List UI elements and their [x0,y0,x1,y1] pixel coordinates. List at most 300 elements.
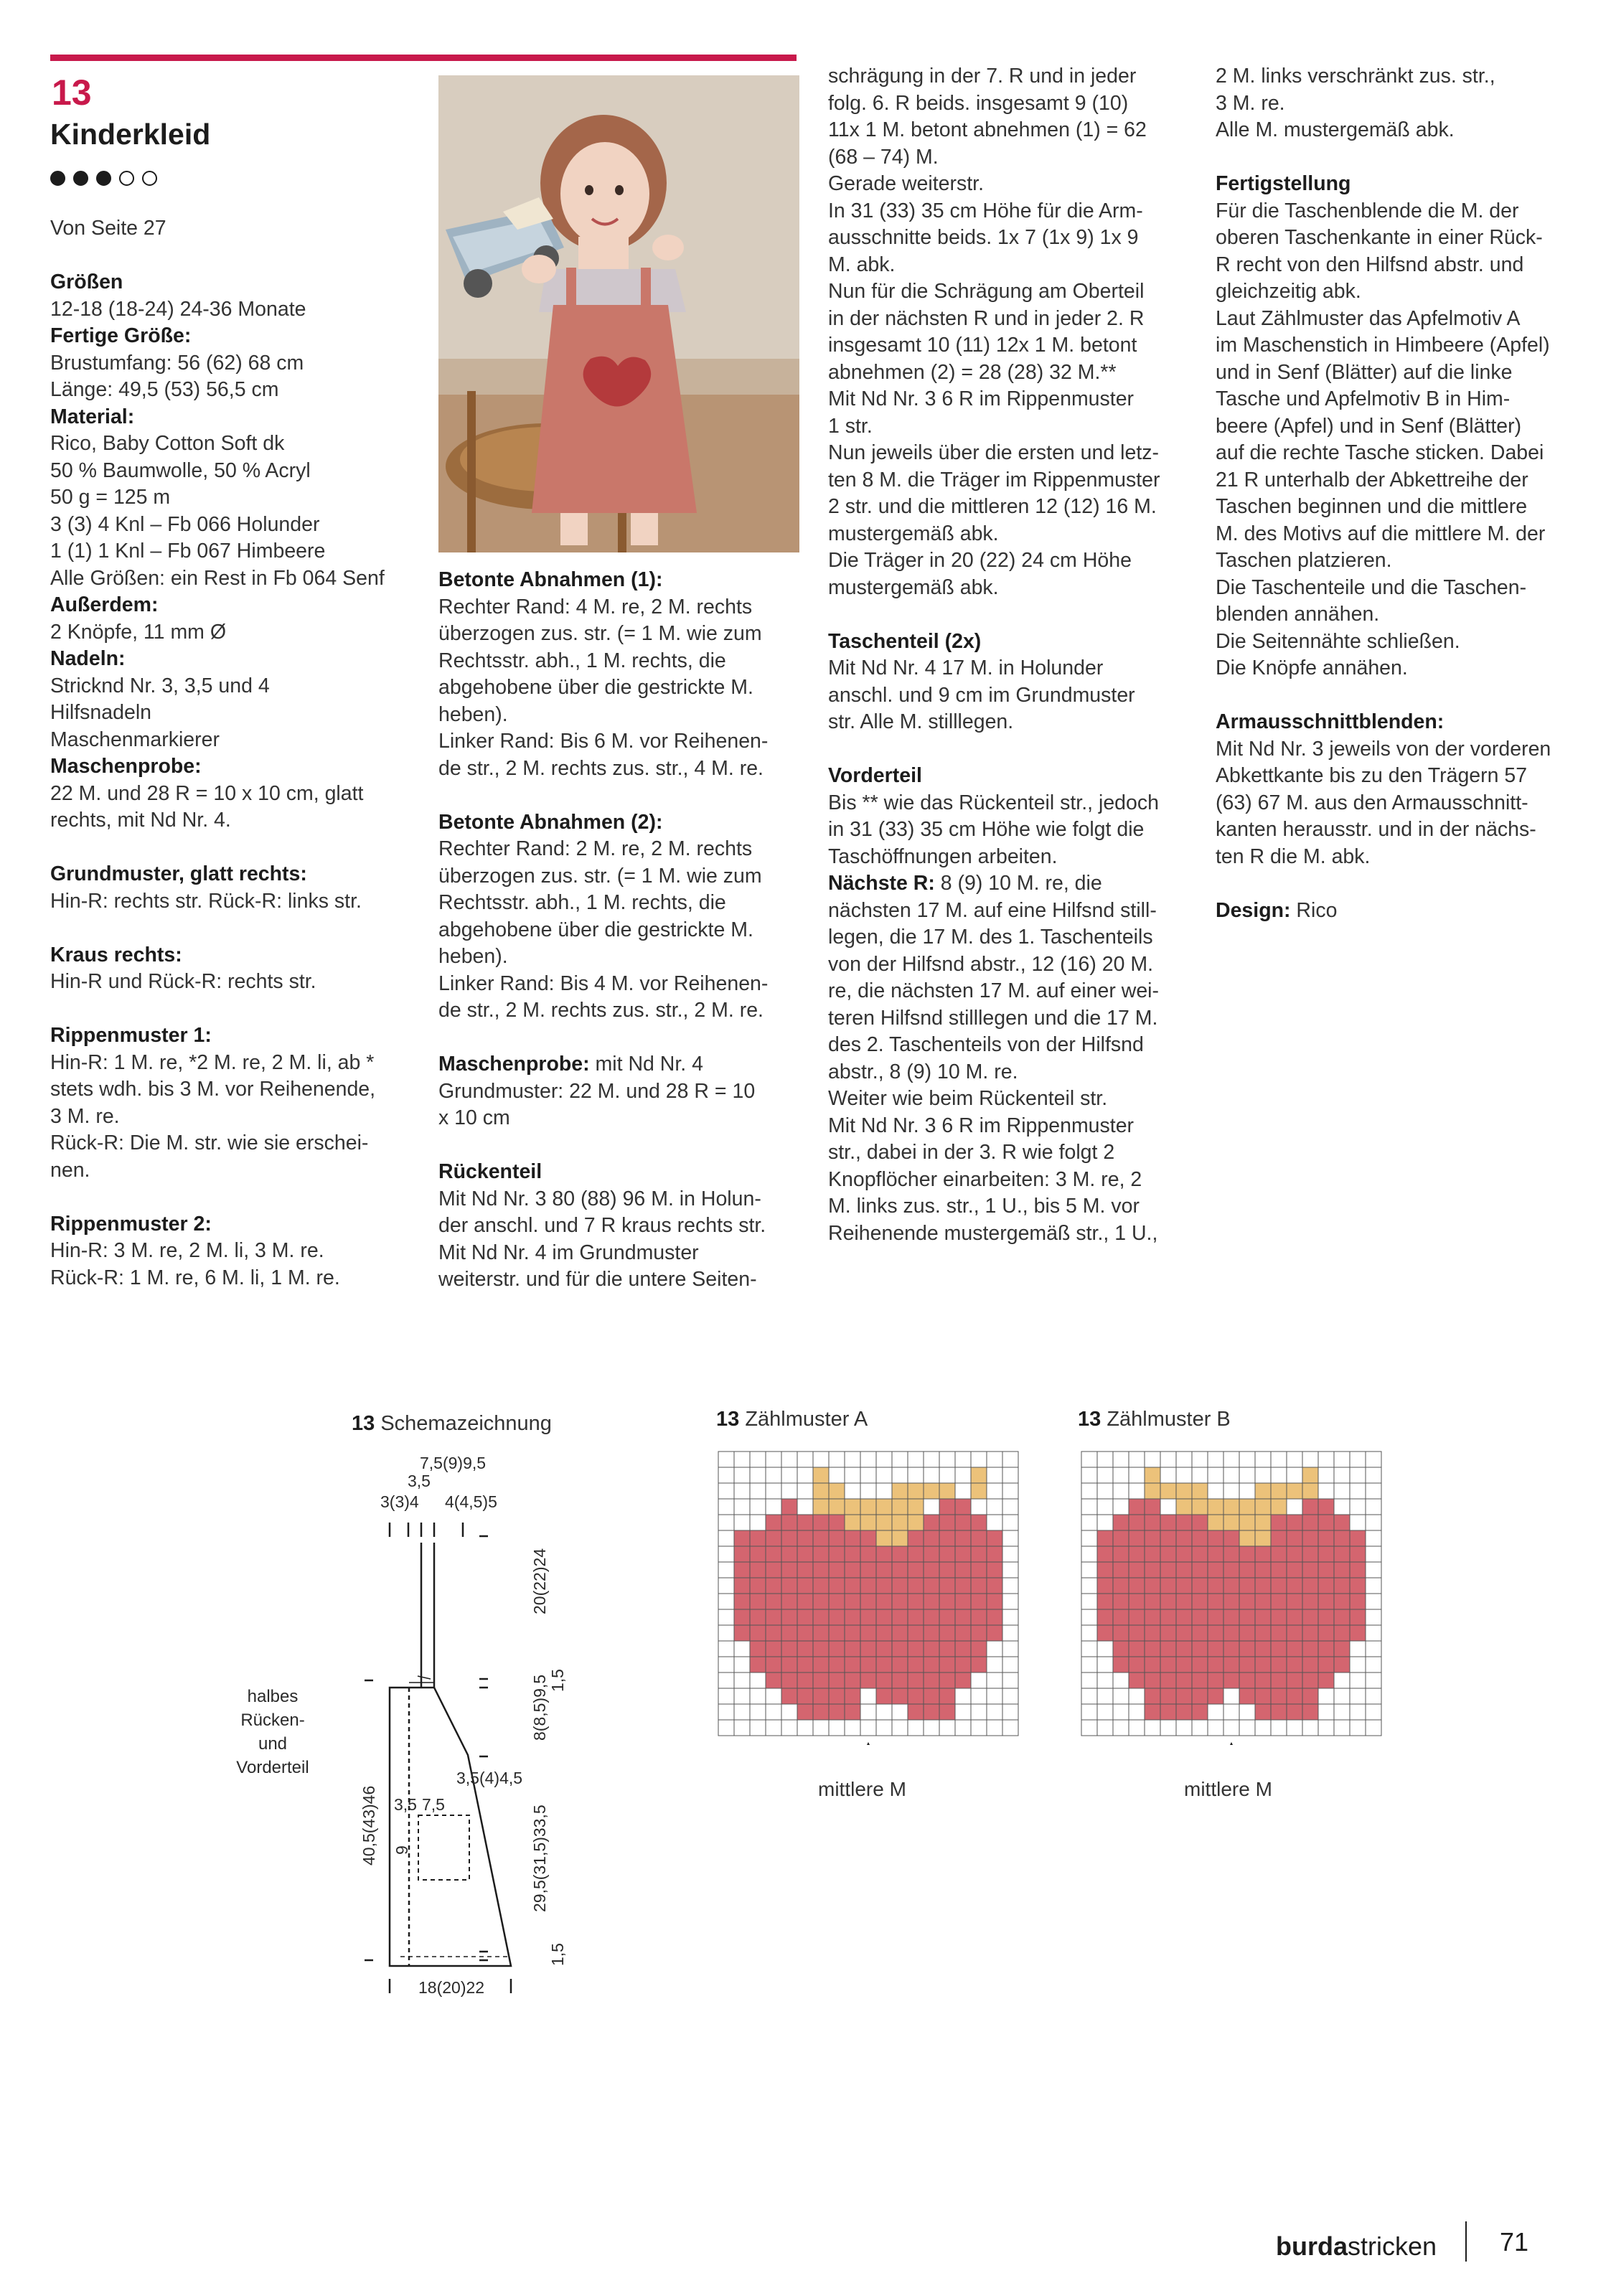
apple-stitch [1176,1625,1192,1641]
section-heading: Nadeln: [50,647,126,670]
apple-stitch [971,1546,987,1562]
text-line: Die Taschenteile und die Taschen- [1216,575,1527,599]
apple-stitch [734,1609,750,1625]
apple-stitch [1350,1609,1366,1625]
leaf-stitch [876,1515,892,1530]
apple-stitch [1208,1594,1223,1609]
text-line: Die Seitennähte schließen. [1216,629,1460,653]
empty-stitch [734,1672,750,1688]
apple-stitch [939,1688,955,1704]
apple-stitch [781,1672,797,1688]
spacer [50,915,385,942]
apple-stitch [781,1562,797,1578]
apple-stitch [939,1609,955,1625]
leaf-stitch [829,1483,845,1499]
empty-stitch [987,1499,1002,1515]
empty-stitch [718,1452,734,1467]
apple-stitch [860,1657,876,1672]
text-line: (63) 67 M. aus den Armausschnitt- [1216,791,1528,814]
text-line: schrägung in der 7. R und in jeder [828,65,1137,88]
empty-stitch [718,1483,734,1499]
leaf-stitch [813,1499,829,1515]
empty-stitch [1129,1467,1145,1483]
empty-stitch [1002,1515,1018,1530]
apple-stitch [924,1530,939,1546]
empty-stitch [1081,1499,1097,1515]
empty-stitch [718,1530,734,1546]
apple-stitch [1223,1641,1239,1657]
apple-stitch [845,1594,860,1609]
apple-stitch [1271,1625,1287,1641]
apple-stitch [1302,1594,1318,1609]
empty-stitch [1366,1704,1381,1720]
text-line: folg. 6. R beids. insgesamt 9 (10) [828,91,1129,115]
apple-stitch [860,1562,876,1578]
empty-stitch [987,1672,1002,1688]
text-line: 11x 1 M. betont abnehmen (1) = 62 [828,118,1147,141]
apple-stitch [1192,1530,1208,1546]
empty-stitch [1223,1688,1239,1704]
apple-stitch [1097,1594,1113,1609]
empty-stitch [1097,1704,1113,1720]
apple-stitch [1223,1672,1239,1688]
empty-stitch [1366,1641,1381,1657]
apple-stitch [1145,1704,1160,1720]
text-line: Hin-R: rechts str. Rück-R: links str. [50,889,362,913]
apple-stitch [1192,1562,1208,1578]
chart-a-center-label: mittlere M [818,1778,906,1800]
dim-strap-height: 20(22)24 [530,1548,549,1614]
apple-stitch [1113,1546,1129,1562]
empty-stitch [1145,1452,1160,1467]
apple-stitch [829,1562,845,1578]
empty-stitch [1002,1594,1018,1609]
apple-stitch [829,1515,845,1530]
apple-stitch [829,1530,845,1546]
apple-stitch [1302,1546,1318,1562]
empty-stitch [1366,1452,1381,1467]
apple-stitch [766,1625,781,1641]
section-heading: Rückenteil [438,1160,542,1183]
svg-text:halbes: halbes [247,1687,299,1706]
empty-stitch [718,1546,734,1562]
empty-stitch [750,1467,766,1483]
apple-stitch [1271,1688,1287,1704]
leaf-stitch [1192,1483,1208,1499]
text-line: und in Senf (Blätter) auf die linke [1216,360,1513,384]
apple-stitch [939,1530,955,1546]
apple-stitch [971,1641,987,1657]
apple-stitch [876,1657,892,1672]
apple-stitch [939,1594,955,1609]
apple-stitch [1239,1562,1255,1578]
empty-stitch [781,1704,797,1720]
apple-stitch [1350,1578,1366,1594]
apple-stitch [750,1641,766,1657]
apple-stitch [797,1515,813,1530]
apple-stitch [813,1704,829,1720]
apple-stitch [1255,1594,1271,1609]
apple-stitch [797,1641,813,1657]
apple-stitch [939,1657,955,1672]
apple-stitch [955,1530,971,1546]
apple-stitch [1239,1672,1255,1688]
empty-stitch [876,1483,892,1499]
empty-stitch [987,1483,1002,1499]
apple-stitch [734,1578,750,1594]
text-line: Bis ** wie das Rückenteil str., jedoch [828,791,1159,814]
apple-stitch [1271,1704,1287,1720]
section-heading: Armausschnittblenden: [1216,710,1444,733]
apple-stitch [908,1657,924,1672]
text-line: Taschen beginnen und die mittlere [1216,495,1528,518]
apple-stitch [1176,1657,1192,1672]
apple-stitch [1160,1641,1176,1657]
empty-stitch [1113,1688,1129,1704]
empty-stitch [860,1704,876,1720]
apple-stitch [845,1641,860,1657]
apple-stitch [1271,1578,1287,1594]
text-line: Gerade weiterstr. [828,172,985,195]
apple-stitch [1302,1530,1318,1546]
apple-stitch [987,1594,1002,1609]
leaf-stitch [971,1467,987,1483]
apple-stitch [1223,1530,1239,1546]
apple-stitch [845,1657,860,1672]
text-line: von der Hilfsnd abstr., 12 (16) 20 M. [828,952,1154,976]
apple-stitch [1176,1609,1192,1625]
leaf-stitch [908,1499,924,1515]
apple-stitch [750,1609,766,1625]
empty-stitch [766,1720,781,1736]
apple-stitch [766,1641,781,1657]
apple-stitch [1160,1704,1176,1720]
text-line: Rück-R: 1 M. re, 6 M. li, 1 M. re. [50,1266,340,1289]
apple-stitch [1129,1546,1145,1562]
apple-stitch [797,1672,813,1688]
text-line: anschl. und 9 cm im Grundmuster [828,683,1135,707]
empty-stitch [1002,1609,1018,1625]
empty-stitch [1081,1467,1097,1483]
text-line: 3 M. re. [1216,91,1285,115]
apple-stitch [908,1594,924,1609]
empty-stitch [1208,1720,1223,1736]
empty-stitch [718,1578,734,1594]
text-line: Länge: 49,5 (53) 56,5 cm [50,378,279,401]
text-line: ten R die M. abk. [1216,844,1371,868]
apple-stitch [766,1546,781,1562]
text-line: Die Träger in 20 (22) 24 cm Höhe [828,549,1132,572]
empty-stitch [1350,1704,1366,1720]
empty-stitch [939,1720,955,1736]
apple-stitch [829,1704,845,1720]
apple-stitch [845,1578,860,1594]
spacer [50,1184,385,1211]
text-line: abstr., 8 (9) 10 M. re. [828,1060,1018,1083]
leaf-stitch [1255,1499,1271,1515]
apple-stitch [908,1546,924,1562]
empty-stitch [1366,1499,1381,1515]
apple-stitch [876,1594,892,1609]
leaf-stitch [1302,1483,1318,1499]
apple-stitch [1334,1515,1350,1530]
apple-stitch [1129,1609,1145,1625]
apple-stitch [939,1515,955,1530]
difficulty-dot [96,171,111,186]
apple-stitch [1145,1594,1160,1609]
empty-stitch [860,1452,876,1467]
text-line: Rück-R: Die M. str. wie sie erschei- [50,1131,369,1154]
spacer [50,834,385,862]
section-heading: Kraus rechts: [50,943,182,966]
empty-stitch [1002,1483,1018,1499]
apple-stitch [1160,1672,1176,1688]
leaf-stitch [1255,1530,1271,1546]
text-line: 2 Knöpfe, 11 mm Ø [50,620,227,644]
text-line: heben). [438,945,508,968]
text-line: 12-18 (18-24) 24-36 Monate [50,297,306,321]
apple-stitch [1334,1657,1350,1672]
apple-stitch [1334,1530,1350,1546]
apple-stitch [924,1688,939,1704]
leaf-stitch [1223,1499,1239,1515]
text-line: de str., 2 M. rechts zus. str., 2 M. re. [438,999,764,1022]
section-heading: Betonte Abnahmen (1): [438,568,663,591]
apple-stitch [1208,1625,1223,1641]
apple-stitch [939,1625,955,1641]
leaf-stitch [1208,1515,1223,1530]
empty-stitch [1129,1720,1145,1736]
section-heading: Rippenmuster 2: [50,1212,212,1236]
apple-stitch [1160,1625,1176,1641]
apple-stitch [1192,1594,1208,1609]
empty-stitch [1223,1467,1239,1483]
empty-stitch [1271,1720,1287,1736]
text-line: legen, die 17 M. des 1. Taschenteils [828,926,1153,949]
empty-stitch [1334,1720,1350,1736]
apple-stitch [876,1609,892,1625]
apple-stitch [813,1625,829,1641]
apple-stitch [987,1609,1002,1625]
empty-stitch [1239,1467,1255,1483]
leaf-stitch [1239,1499,1255,1515]
apple-stitch [955,1641,971,1657]
apple-stitch [1287,1657,1302,1672]
spacer [438,1025,768,1052]
leaf-stitch [908,1483,924,1499]
text-line: Taschöffnungen arbeiten. [828,844,1058,868]
empty-stitch [1366,1530,1381,1546]
text-line: Mit Nd Nr. 4 17 M. in Holunder [828,657,1104,679]
empty-stitch [1366,1672,1381,1688]
apple-stitch [1113,1562,1129,1578]
text-line: Nun jeweils über die ersten und letz- [828,441,1159,464]
empty-stitch [1208,1452,1223,1467]
apple-stitch [1176,1672,1192,1688]
apple-stitch [1113,1625,1129,1641]
empty-stitch [718,1720,734,1736]
apple-stitch [1208,1688,1223,1704]
empty-stitch [1287,1499,1302,1515]
apple-stitch [1160,1578,1176,1594]
section-heading: Rippenmuster 1: [50,1024,212,1047]
empty-stitch [845,1467,860,1483]
apple-stitch [750,1594,766,1609]
empty-stitch [718,1657,734,1672]
apple-stitch [734,1625,750,1641]
apple-stitch [1097,1562,1113,1578]
empty-stitch [971,1672,987,1688]
empty-stitch [1334,1704,1350,1720]
empty-stitch [955,1688,971,1704]
apple-stitch [1113,1530,1129,1546]
empty-stitch [987,1452,1002,1467]
dim-strap: 3,5 [408,1472,431,1490]
text-line: oberen Taschenkante in einer Rück- [1216,226,1543,249]
apple-stitch [1223,1562,1239,1578]
apple-stitch [1302,1499,1318,1515]
empty-stitch [955,1483,971,1499]
empty-stitch [1192,1720,1208,1736]
header-accent-bar [50,55,797,61]
leaf-stitch [1255,1515,1271,1530]
empty-stitch [1287,1467,1302,1483]
apple-stitch [1208,1609,1223,1625]
apple-stitch [734,1530,750,1546]
apple-stitch [1255,1562,1271,1578]
apple-stitch [1239,1546,1255,1562]
empty-stitch [1366,1483,1381,1499]
apple-stitch [1145,1578,1160,1594]
empty-stitch [1081,1452,1097,1467]
apple-stitch [1271,1672,1287,1688]
apple-stitch [766,1530,781,1546]
empty-stitch [1208,1483,1223,1499]
apple-stitch [876,1625,892,1641]
apple-stitch [955,1625,971,1641]
apple-stitch [1350,1562,1366,1578]
apple-stitch [1334,1641,1350,1657]
apple-stitch [797,1688,813,1704]
empty-stitch [1145,1720,1160,1736]
empty-stitch [1081,1657,1097,1672]
apple-stitch [813,1594,829,1609]
apple-stitch [829,1594,845,1609]
empty-stitch [1350,1452,1366,1467]
empty-stitch [908,1452,924,1467]
apple-stitch [876,1546,892,1562]
apple-stitch [1097,1546,1113,1562]
apple-stitch [860,1530,876,1546]
empty-stitch [876,1467,892,1483]
text-line: Die Knöpfe annähen. [1216,657,1408,679]
apple-stitch [924,1578,939,1594]
empty-stitch [892,1720,908,1736]
apple-stitch [892,1688,908,1704]
empty-stitch [1081,1704,1097,1720]
apple-stitch [797,1609,813,1625]
text-line: Hin-R und Rück-R: rechts str. [50,970,316,993]
text-line: Weiter wie beim Rückenteil str. [828,1087,1108,1110]
text-line: de str., 2 M. rechts zus. str., 4 M. re. [438,756,764,780]
empty-stitch [1097,1688,1113,1704]
text-line: Rechter Rand: 2 M. re, 2 M. rechts [438,837,753,860]
leaf-stitch [1302,1467,1318,1483]
dim-bottom-width: 18(20)22 [418,1978,485,1997]
apple-stitch [1239,1578,1255,1594]
apple-stitch [750,1530,766,1546]
apple-stitch [1145,1530,1160,1546]
apple-stitch [924,1625,939,1641]
empty-stitch [1255,1452,1271,1467]
apple-stitch [876,1672,892,1688]
leaf-stitch [1145,1467,1160,1483]
text-line: des 2. Taschenteils von der Hilfsnd [828,1033,1144,1056]
text-line: Hin-R: 3 M. re, 2 M. li, 3 M. re. [50,1239,324,1262]
apple-stitch [908,1625,924,1641]
empty-stitch [1002,1578,1018,1594]
apple-stitch [955,1657,971,1672]
apple-stitch [1334,1625,1350,1641]
empty-stitch [1002,1688,1018,1704]
apple-stitch [971,1562,987,1578]
apple-stitch [1145,1499,1160,1515]
apple-stitch [1145,1657,1160,1672]
leaf-stitch [1160,1483,1176,1499]
text-line: Mit Nd Nr. 3 6 R im Rippenmuster [828,387,1135,410]
empty-stitch [955,1452,971,1467]
apple-stitch [924,1562,939,1578]
empty-stitch [924,1452,939,1467]
apple-stitch [781,1546,797,1562]
apple-stitch [908,1704,924,1720]
empty-stitch [924,1467,939,1483]
empty-stitch [1192,1467,1208,1483]
section-heading: Material: [50,405,135,428]
leaf-stitch [1271,1483,1287,1499]
apple-stitch [766,1672,781,1688]
apple-stitch [1302,1657,1318,1672]
empty-stitch [734,1720,750,1736]
apple-stitch [1302,1672,1318,1688]
dim-rib-top: 1,5 [548,1669,567,1692]
apple-stitch [971,1515,987,1530]
apple-stitch [939,1546,955,1562]
apple-stitch [876,1688,892,1704]
empty-stitch [797,1452,813,1467]
empty-stitch [845,1452,860,1467]
section-heading: Fertige Größe: [50,324,192,347]
apple-stitch [1302,1625,1318,1641]
difficulty-dot [119,171,134,186]
apple-stitch [892,1546,908,1562]
text-line: x 10 cm [438,1106,510,1129]
text-line: 50 g = 125 m [50,486,171,509]
empty-stitch [1350,1657,1366,1672]
empty-stitch [734,1515,750,1530]
text-line: 1 str. [828,414,873,438]
apple-stitch [1145,1625,1160,1641]
empty-stitch [1208,1704,1223,1720]
leaf-stitch [876,1530,892,1546]
empty-stitch [1318,1452,1334,1467]
apple-stitch [1192,1688,1208,1704]
difficulty-dot [73,171,88,186]
apple-stitch [1113,1609,1129,1625]
empty-stitch [1097,1657,1113,1672]
apple-stitch [1176,1530,1192,1546]
empty-stitch [1097,1452,1113,1467]
